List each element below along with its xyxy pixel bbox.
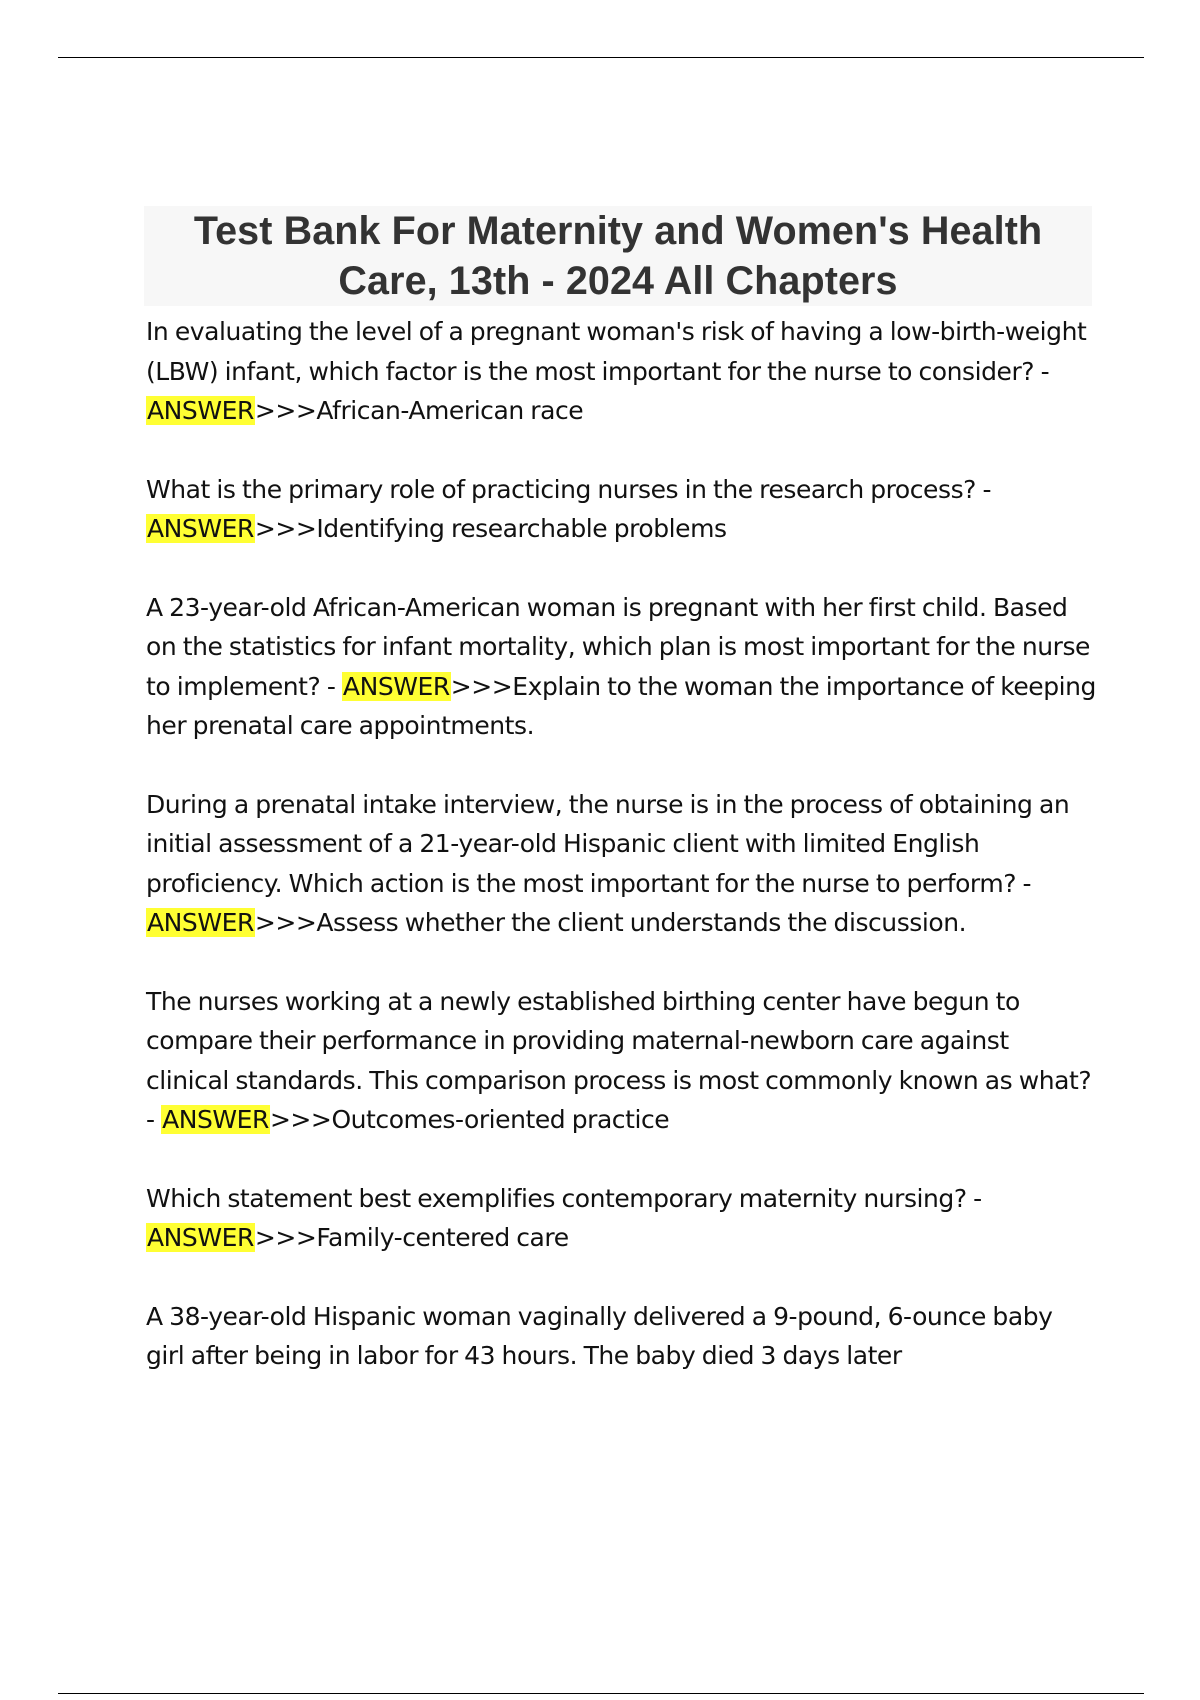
answer-arrows: >>> (269, 1105, 332, 1134)
qa-item (146, 588, 1096, 746)
question-text: The nurses working at a newly established birthing center have begun to compare their performance in providing maternal-newborn care against clinical standards. This comparison process is most commonly known as what? (146, 986, 1092, 1095)
answer-text: Identifying researchable problems (316, 514, 727, 543)
question-text: A 38-year-old Hispanic woman vaginally delivered a 9-pound, 6-ounce baby girl after being in labor for 43 hours. The baby died 3 days later (146, 1301, 1053, 1370)
answer-separator: - (146, 1105, 162, 1134)
title-block (144, 206, 1092, 306)
answer-separator: - (320, 671, 342, 701)
question-text: During a prenatal intake interview, the nurse is in the process of obtaining an initial assessment of a 21-year-old Hispanic client with limited English proficiency. Which action is the most important for the nurse to perform? (146, 789, 1070, 898)
qa-item (146, 982, 1096, 1140)
answer-marker: ANSWER (147, 1223, 254, 1252)
answer-text: Outcomes-oriented practice (331, 1105, 670, 1134)
answer-separator: - (966, 1183, 982, 1213)
answer-marker: ANSWER (147, 514, 254, 543)
question-text: A 23-year-old African-American woman is pregnant with her first child. Based on the statistics for infant mortality, which plan is most important for the nurse to implement? (146, 592, 1090, 701)
answer-separator: - (975, 474, 992, 504)
qa-item (146, 785, 1096, 943)
qa-item-trailing (146, 1297, 1096, 1376)
question-text: Which statement best exemplifies contemporary maternity nursing? (146, 1183, 967, 1213)
answer-marker: ANSWER (147, 396, 254, 425)
answer-marker: ANSWER (162, 1105, 269, 1134)
answer-arrows: >>> (254, 1223, 317, 1252)
answer-arrows: >>> (450, 671, 513, 701)
answer-separator: - (1034, 356, 1050, 386)
answer-arrows: >>> (254, 514, 317, 543)
document-title: Test Bank For Maternity and Women's Health Care, 13th - 2024 All Chapters (193, 209, 1043, 303)
answer-marker: ANSWER (147, 908, 254, 937)
qa-list (146, 312, 1096, 1415)
answer-arrows: >>> (254, 908, 317, 937)
bottom-rule (58, 1693, 1144, 1694)
answer-text: Assess whether the client understands the discussion. (316, 908, 967, 937)
answer-marker: ANSWER (342, 671, 450, 701)
answer-text: African-American race (316, 396, 584, 425)
question-text: In evaluating the level of a pregnant woman's risk of having a low-birth-weight (LBW) infant, which factor is the most important for the nurse to consider? (146, 317, 1087, 386)
question-text: What is the primary role of practicing nurses in the research process? (146, 474, 976, 504)
qa-item (146, 1179, 1096, 1258)
answer-text: Family-centered care (316, 1223, 569, 1252)
answer-arrows: >>> (254, 396, 317, 425)
qa-item (146, 312, 1096, 431)
answer-separator: - (1016, 868, 1032, 898)
answer-text: Explain to the woman the importance of keeping her prenatal care appointments. (146, 671, 1096, 740)
qa-item (146, 470, 1096, 549)
top-rule (58, 57, 1144, 58)
